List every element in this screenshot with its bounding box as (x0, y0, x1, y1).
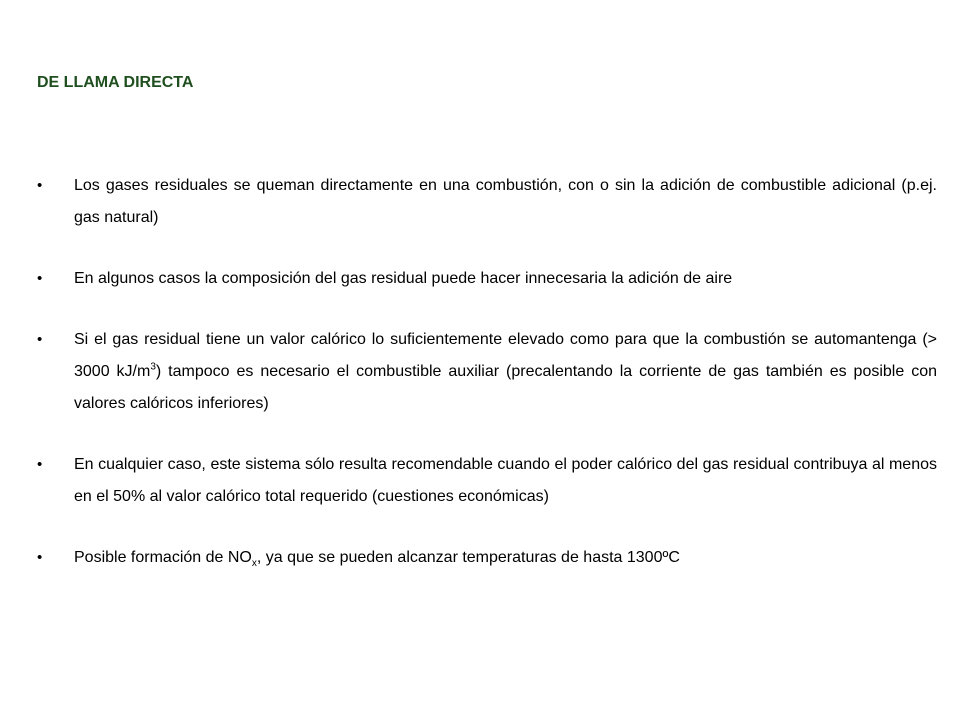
list-item (37, 542, 937, 574)
list-item (37, 449, 937, 513)
bullet-text-segment: Si el gas residual tiene un valor calórico lo suficientemente elevado como para que la combustión se automantenga (> 3000 kJ/m (74, 331, 937, 380)
bullet-text-segment: Posible formación de NO (74, 549, 252, 566)
bullet-text-segment: Los gases residuales se queman directamente en una combustión, con o sin la adición de combustible adicional (p.ej. gas natural) (74, 177, 937, 226)
bullet-icon: • (37, 456, 43, 473)
bullet-icon: • (37, 270, 43, 287)
list-item (37, 263, 937, 295)
bullet-text-segment: En cualquier caso, este sistema sólo resulta recomendable cuando el poder calórico del gas residual contribuya al menos en el 50% al valor calórico total requerido (cuestiones económicas) (74, 456, 937, 505)
superscript: 3 (150, 361, 156, 373)
list-item (37, 324, 937, 420)
bullet-icon: • (37, 331, 43, 348)
list-item (37, 170, 937, 234)
bullet-icon: • (37, 177, 43, 194)
bullet-text-segment: ) tampoco es necesario el combustible auxiliar (precalentando la corriente de gas también es posible con valores calóricos inferiores) (74, 363, 938, 412)
bullet-text (74, 170, 937, 234)
bullet-icon: • (37, 549, 43, 566)
bullet-text (74, 449, 937, 513)
bullet-text-segment: En algunos casos la composición del gas residual puede hacer innecesaria la adición de aire (74, 270, 733, 287)
bullet-text (74, 263, 937, 295)
bullet-list (37, 170, 937, 574)
bullet-text (74, 542, 937, 574)
subscript: x (251, 558, 257, 570)
bullet-text-segment: , ya que se pueden alcanzar temperaturas de hasta 1300ºC (256, 549, 680, 566)
page-title: DE LLAMA DIRECTA (37, 74, 194, 91)
bullet-text (74, 324, 937, 420)
